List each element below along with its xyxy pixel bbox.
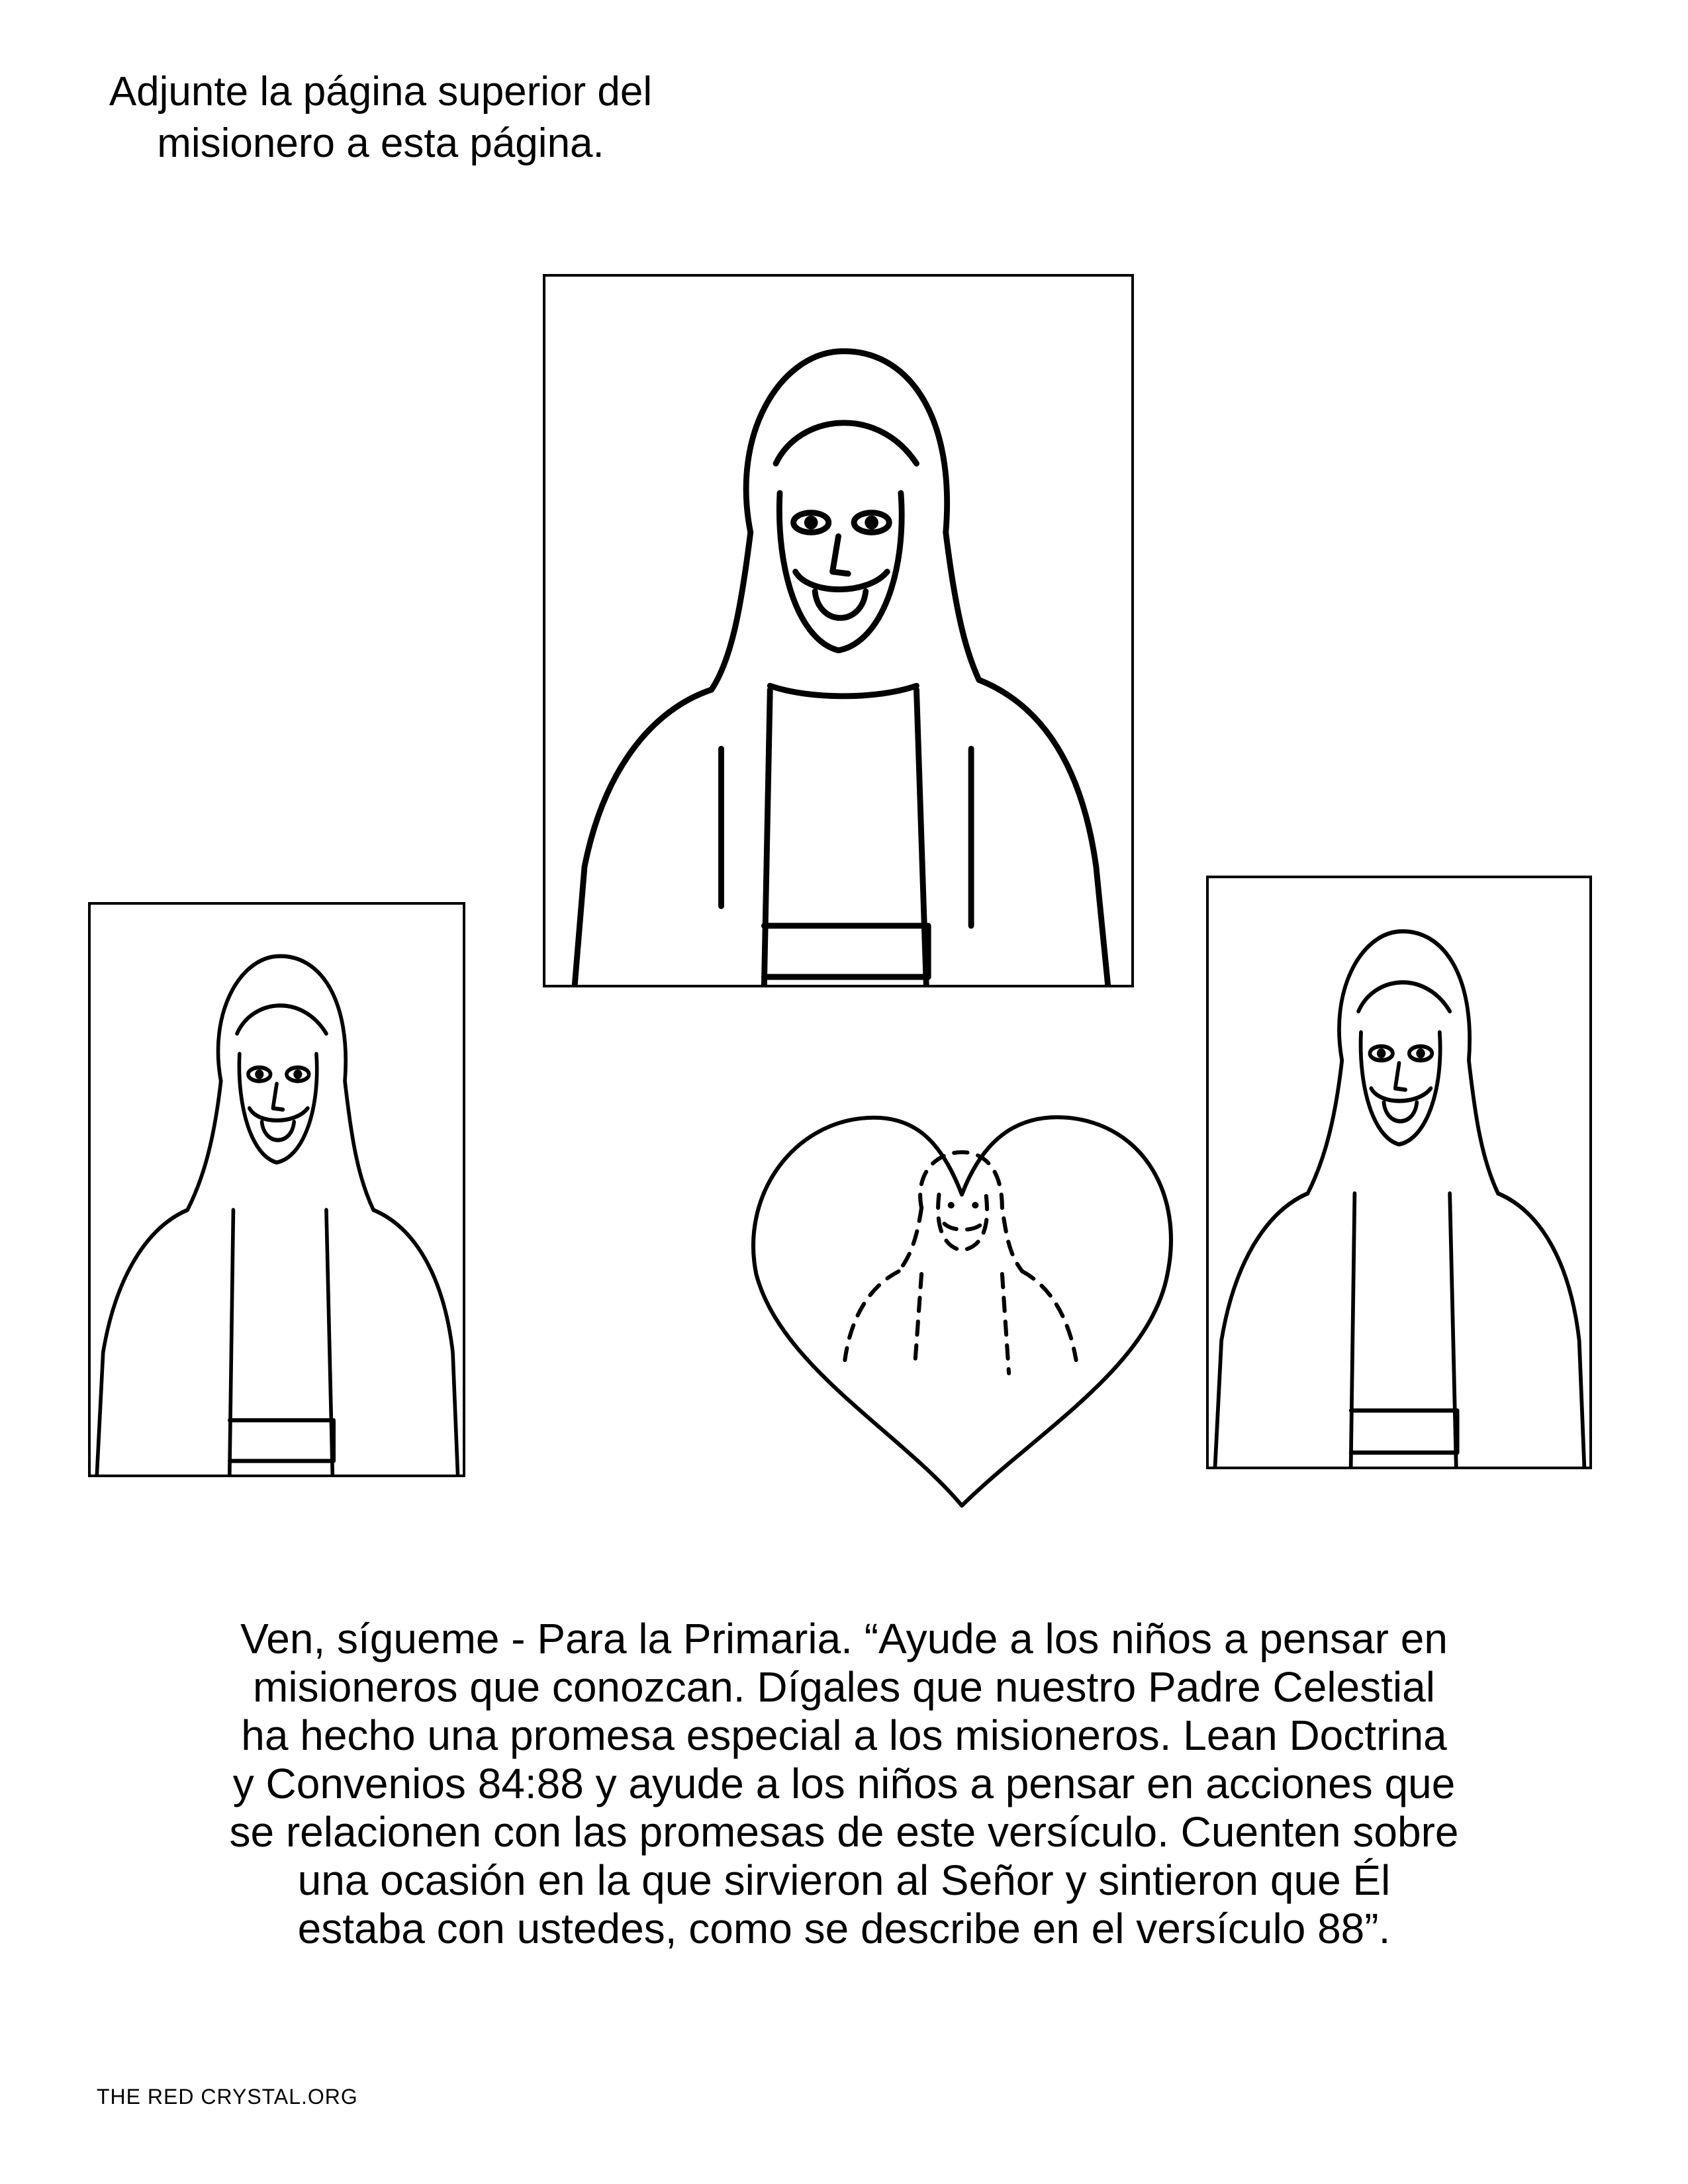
- jesus-portrait-icon: [91, 905, 463, 1475]
- portrait-frame-right: [1206, 876, 1592, 1469]
- body-line: estaba con ustedes, como se describe en el versículo 88”.: [297, 1905, 1391, 1952]
- heart-icon: [740, 1102, 1184, 1512]
- body-line: ha hecho una promesa especial a los misioneros. Lean Doctrina: [241, 1711, 1447, 1759]
- instruction-text: [40, 66, 722, 169]
- jesus-portrait-icon: [1209, 878, 1589, 1467]
- body-line: se relacionen con las promesas de este versículo. Cuenten sobre: [229, 1808, 1459, 1856]
- body-line: una ocasión en la que sirvieron al Señor y sintieron que Él: [297, 1856, 1391, 1904]
- body-line: Ven, sígueme - Para la Primaria. “Ayude a los niños a pensar en: [240, 1615, 1448, 1662]
- dashed-figure-icon: [845, 1152, 1076, 1373]
- body-paragraph: [126, 1615, 1562, 1953]
- instruction-line: misionero a esta página.: [157, 120, 604, 166]
- footer-credit: THE RED CRYSTAL.ORG: [97, 2085, 358, 2109]
- body-line: misioneros que conozcan. Dígales que nuestro Padre Celestial: [253, 1663, 1435, 1711]
- heart-outline: [740, 1102, 1184, 1512]
- body-line: y Convenios 84:88 y ayude a los niños a pensar en acciones que: [232, 1760, 1456, 1807]
- jesus-portrait-icon: [545, 277, 1131, 985]
- portrait-frame-top: [543, 274, 1134, 987]
- portrait-frame-left: [88, 902, 465, 1477]
- instruction-line: Adjunte la página superior del: [109, 69, 653, 114]
